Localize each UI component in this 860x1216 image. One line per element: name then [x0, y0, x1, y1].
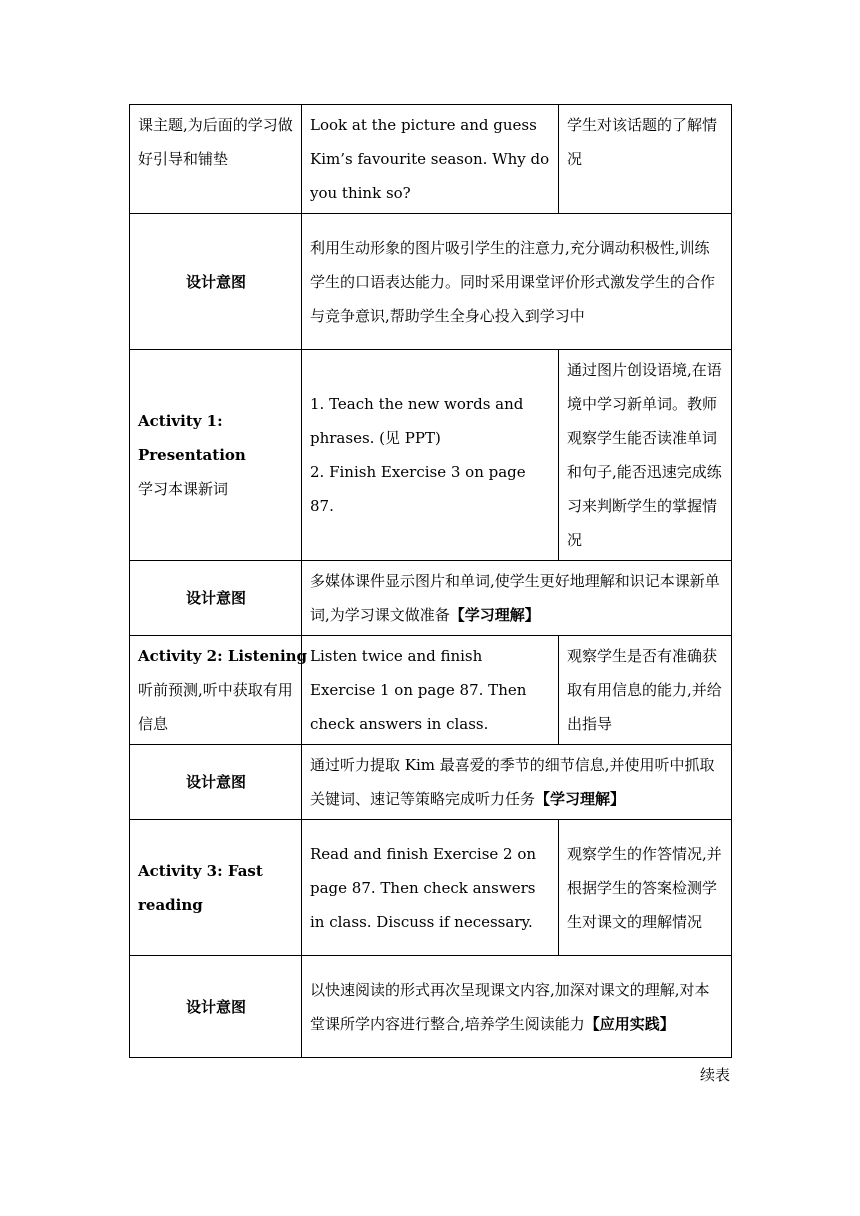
activity-subtitle: 听前预测,听中获取有用信息 — [138, 681, 293, 733]
assessment-text: 学生对该话题的了解情况 — [567, 116, 718, 168]
assessment-text: 观察学生是否有准确获取有用信息的能力,并给出指导 — [567, 647, 722, 733]
design-intent-text: 通过听力提取 Kim 最喜爱的季节的细节信息,并使用听中抓取关键词、速记等策略完成听力任务 — [310, 756, 715, 808]
procedure-step: 2. Finish Exercise 3 on page 87. — [310, 463, 526, 515]
design-intent-label — [130, 561, 302, 636]
activity-title: Activity 1: — [138, 412, 223, 430]
activity-purpose-text: 课主题,为后面的学习做好引导和铺垫 — [138, 116, 293, 168]
design-intent-label-text: 设计意图 — [185, 997, 246, 1016]
procedure-text: Look at the picture and guess Kim’s favourite season. Why do you think so? — [310, 116, 550, 202]
procedure-cell — [302, 350, 559, 561]
procedure-text: Read and finish Exercise 2 on page 87. Then check answers in class. Discuss if necessary. — [310, 844, 537, 931]
table-row — [130, 820, 732, 956]
table-row — [130, 745, 732, 820]
design-intent-cell — [302, 956, 732, 1058]
assessment-text: 观察学生的作答情况,并根据学生的答案检测学生对课文的理解情况 — [567, 844, 722, 931]
design-intent-label — [130, 956, 302, 1058]
design-intent-text: 多媒体课件显示图片和单词,使学生更好地理解和识记本课新单词,为学习课文做准备 — [310, 572, 720, 624]
activity-cell — [130, 350, 302, 561]
assessment-cell — [559, 636, 732, 745]
table-row — [130, 105, 732, 214]
design-intent-cell — [302, 561, 732, 636]
design-intent-text: 以快速阅读的形式再次呈现课文内容,加深对课文的理解,对本堂课所学内容进行整合,培养学生阅读能力 — [310, 980, 710, 1033]
activity-cell — [130, 636, 308, 745]
design-intent-label — [130, 214, 302, 350]
activity-title: reading — [138, 895, 203, 914]
procedure-cell — [302, 105, 559, 214]
competency-tag: 【学习理解】 — [449, 606, 540, 624]
activity-title: Activity 3: Fast — [138, 861, 263, 880]
assessment-text: 通过图片创设语境,在语境中学习新单词。教师观察学生能否读准单词和句子,能否迅速完成练习来判断学生的掌握情况 — [567, 361, 722, 549]
procedure-cell — [302, 636, 559, 745]
assessment-cell — [559, 820, 732, 956]
activity-title: Activity 2: Listening — [138, 647, 308, 665]
design-intent-cell — [302, 745, 732, 820]
assessment-cell — [559, 105, 732, 214]
table-row — [130, 636, 732, 745]
design-intent-label — [130, 745, 302, 820]
activity-cell — [130, 820, 302, 956]
table-row — [130, 350, 732, 561]
procedure-text: Listen twice and finish Exercise 1 on page 87. Then check answers in class. — [310, 647, 527, 733]
table-row — [130, 214, 732, 350]
assessment-cell — [559, 350, 732, 561]
design-intent-cell — [302, 214, 732, 350]
table-row — [130, 561, 732, 636]
design-intent-label-text: 设计意图 — [185, 773, 246, 791]
continued-label: 续表 — [699, 1066, 730, 1084]
activity-cell — [130, 105, 302, 214]
lesson-plan-table — [129, 104, 732, 1058]
activity-subtitle: 学习本课新词 — [138, 480, 229, 498]
procedure-cell — [302, 820, 559, 956]
competency-tag: 【应用实践】 — [584, 1014, 675, 1033]
activity-title: Presentation — [138, 446, 246, 464]
procedure-step: 1. Teach the new words and phrases. (见 PPT) — [310, 395, 524, 447]
table-row — [130, 956, 732, 1058]
design-intent-text: 利用生动形象的图片吸引学生的注意力,充分调动积极性,训练学生的口语表达能力。同时采用课堂评价形式激发学生的合作与竞争意识,帮助学生全身心投入到学习中 — [310, 238, 716, 325]
design-intent-label-text: 设计意图 — [185, 589, 246, 607]
design-intent-label-text: 设计意图 — [185, 272, 246, 291]
competency-tag: 【学习理解】 — [535, 790, 626, 808]
